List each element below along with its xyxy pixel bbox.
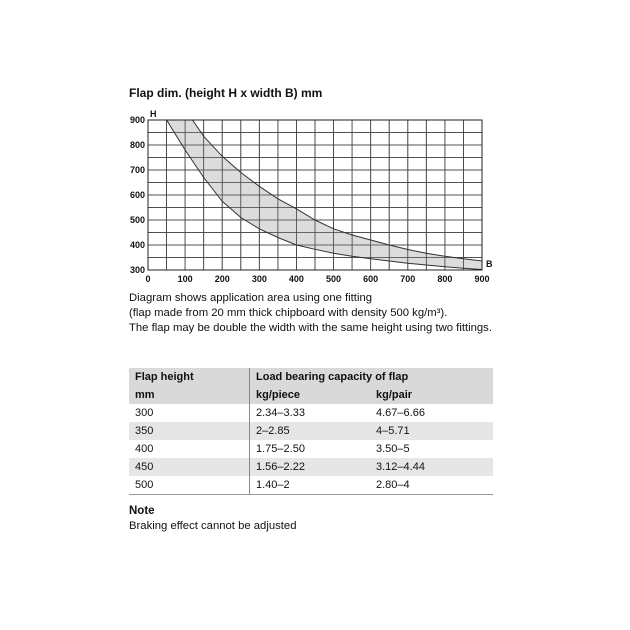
x-tick-label: 0: [145, 274, 151, 284]
chart-title: Flap dim. (height H x width B) mm: [129, 86, 323, 100]
cell-kg-pair: 3.50–5: [376, 443, 410, 455]
cell-kg-piece: 1.56–2.22: [250, 458, 371, 476]
x-tick-label: 300: [251, 274, 267, 284]
cell-kg-pair: 4–5.71: [370, 422, 493, 440]
cell-kg-piece: 1.75–2.50: [250, 440, 371, 458]
cell-kg-pair: 3.12–4.44: [370, 458, 493, 476]
cell-height: 400: [135, 443, 154, 455]
subheader-mm: mm: [129, 386, 250, 404]
note-title: Note: [129, 505, 155, 517]
y-axis-label: H: [150, 109, 157, 119]
y-tick-label: 500: [129, 215, 145, 225]
subheader-kg-pair: kg/pair: [370, 386, 493, 404]
x-tick-label: 800: [437, 274, 453, 284]
caption-line-1: Diagram shows application area using one fitting: [129, 292, 373, 304]
y-tick-label: 900: [129, 115, 145, 125]
y-tick-label: 700: [129, 165, 145, 175]
x-tick-label: 900: [474, 274, 490, 284]
x-axis-label: B: [486, 259, 493, 269]
x-tick-label: 200: [214, 274, 230, 284]
cell-kg-piece: 1.40–2: [250, 476, 371, 495]
subheader-kg-piece: kg/piece: [250, 386, 371, 404]
x-tick-label: 100: [177, 274, 193, 284]
table-subheader-row: [129, 386, 493, 404]
chart-caption: [129, 291, 509, 336]
caption-line-2: (flap made from 20 mm thick chipboard with density 500 kg/m³).: [129, 307, 448, 319]
x-tick-label: 700: [400, 274, 416, 284]
load-capacity-table: [129, 368, 493, 495]
cell-kg-pair: 4.67–6.66: [376, 407, 425, 419]
cell-height: 450: [129, 458, 250, 476]
table-row: [129, 440, 493, 458]
x-tick-label: 500: [326, 274, 342, 284]
y-tick-label: 800: [129, 140, 145, 150]
header-flap-height: Flap height: [129, 368, 250, 386]
cell-height: 350: [129, 422, 250, 440]
cell-height: 500: [129, 476, 250, 495]
cell-kg-pair: 2.80–4: [370, 476, 493, 495]
y-tick-label: 600: [129, 190, 145, 200]
table-header-row: [129, 368, 493, 386]
cell-height: 300: [135, 407, 154, 419]
note-text: Braking effect cannot be adjusted: [129, 520, 297, 532]
table-row: [129, 422, 493, 440]
y-tick-label: 300: [129, 265, 145, 275]
header-load-capacity: Load bearing capacity of flap: [250, 368, 494, 386]
x-tick-label: 400: [288, 274, 304, 284]
cell-kg-piece: 2.34–3.33: [250, 404, 371, 422]
caption-line-3: The flap may be double the width with the same height using two fittings.: [129, 322, 492, 334]
y-tick-label: 400: [129, 240, 145, 250]
table-row: [129, 458, 493, 476]
table-row: [129, 404, 493, 422]
cell-kg-piece: 2–2.85: [250, 422, 371, 440]
flap-dimension-chart: [0, 0, 630, 300]
x-tick-label: 600: [363, 274, 379, 284]
table-row: [129, 476, 493, 495]
